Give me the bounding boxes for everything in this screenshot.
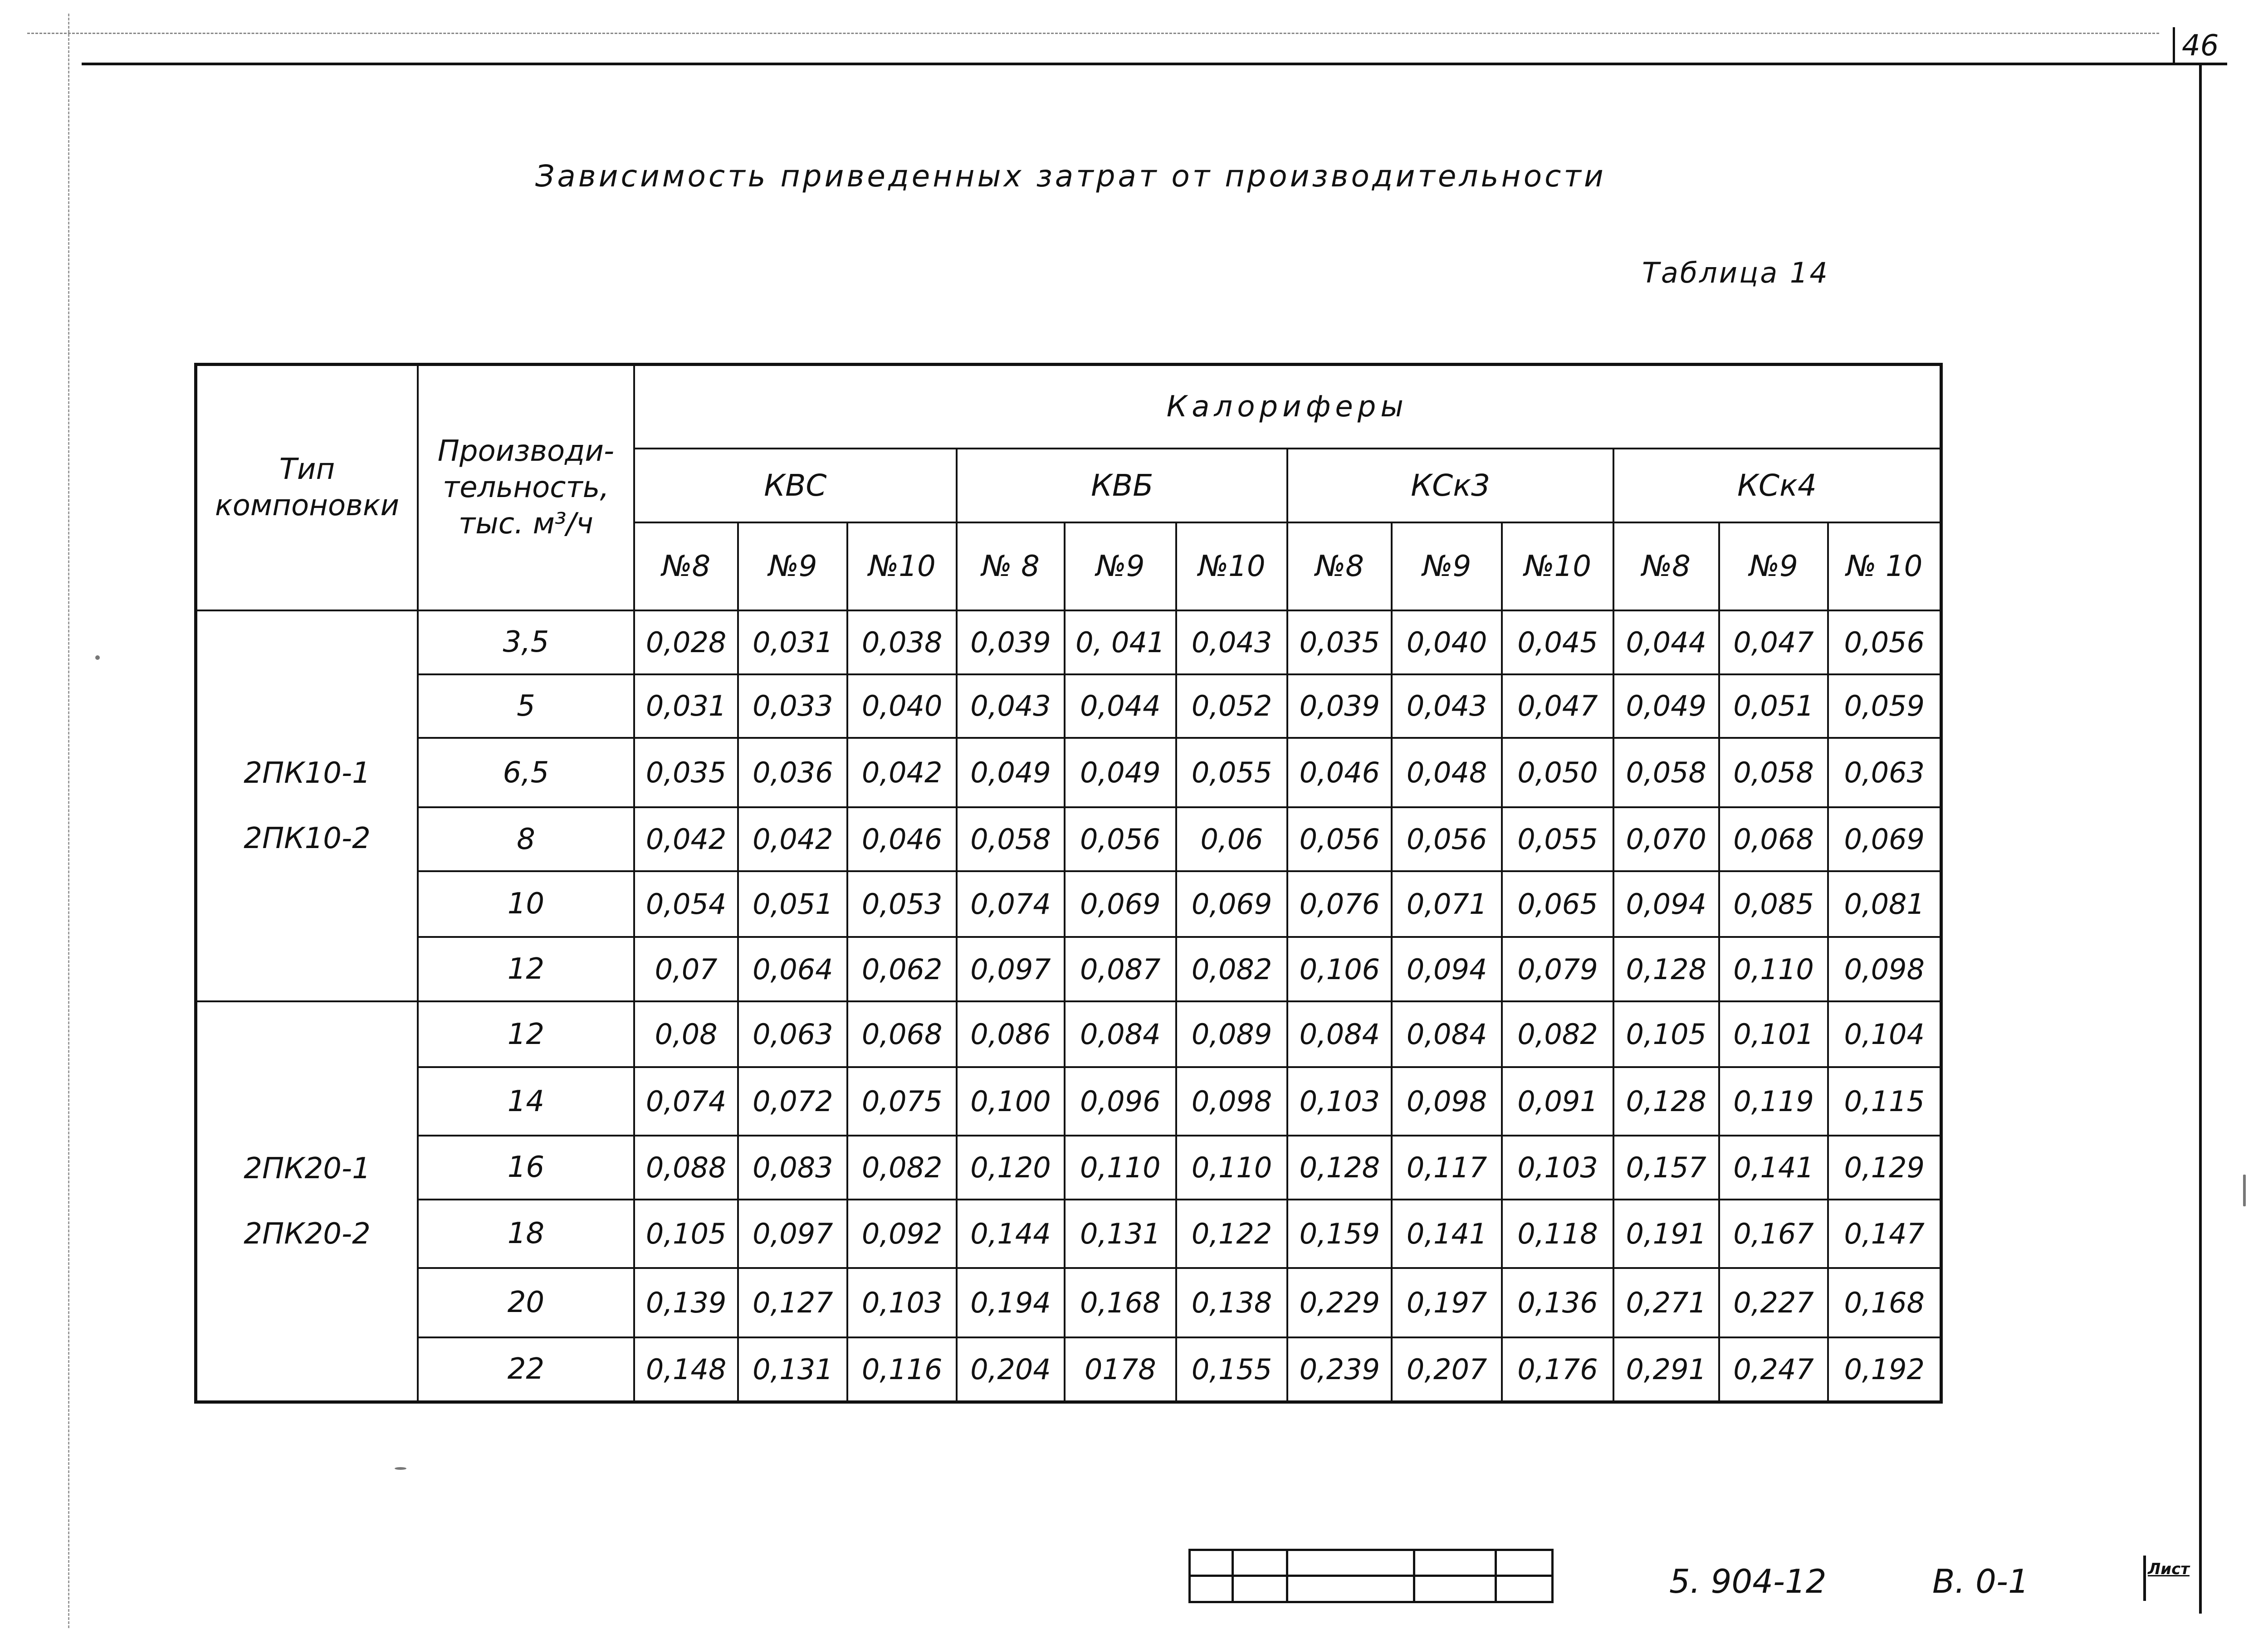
- cost-value-cell: 0,051: [1719, 674, 1828, 738]
- cost-value-cell: 0,069: [1065, 871, 1176, 937]
- cost-value-cell: 0,104: [1828, 1001, 1941, 1067]
- size-header: №10: [1176, 522, 1288, 610]
- cost-value-cell: 0,069: [1828, 807, 1941, 871]
- cost-value-cell: 0,033: [738, 674, 847, 738]
- table-row: [196, 610, 1941, 674]
- cost-value-cell: 0,176: [1502, 1337, 1613, 1402]
- frame-top-dash: [27, 33, 2159, 34]
- capacity-cell: 3,5: [418, 610, 634, 674]
- cost-value-cell: 0,128: [1613, 937, 1719, 1002]
- cost-value-cell: 0,097: [738, 1200, 847, 1268]
- cost-value-cell: 0,141: [1719, 1136, 1828, 1200]
- cost-value-cell: 0,055: [1176, 738, 1288, 807]
- document-code: 5. 904-12: [1669, 1562, 1827, 1600]
- table-row: [196, 1001, 1941, 1067]
- table-label: Таблица 14: [1642, 256, 1829, 289]
- cost-value-cell: 0,063: [1828, 738, 1941, 807]
- cost-value-cell: 0,131: [1065, 1200, 1176, 1268]
- cost-value-cell: 0,081: [1828, 871, 1941, 937]
- cost-value-cell: 0,07: [634, 937, 738, 1002]
- cost-value-cell: 0,074: [957, 871, 1065, 937]
- cost-value-cell: 0,105: [634, 1200, 738, 1268]
- cost-value-cell: 0,047: [1719, 610, 1828, 674]
- cost-value-cell: 0,128: [1613, 1067, 1719, 1136]
- cost-value-cell: 0,055: [1502, 807, 1613, 871]
- cost-value-cell: 0,085: [1719, 871, 1828, 937]
- size-header: №8: [634, 522, 738, 610]
- cost-value-cell: 0,168: [1065, 1268, 1176, 1337]
- cost-value-cell: 0,069: [1176, 871, 1288, 937]
- cost-value-cell: 0,056: [1287, 807, 1392, 871]
- cost-value-cell: 0,086: [957, 1001, 1065, 1067]
- table-row: [196, 937, 1941, 1002]
- cost-value-cell: 0,103: [847, 1268, 957, 1337]
- cost-value-cell: 0,106: [1287, 937, 1392, 1002]
- capacity-cell: 12: [418, 937, 634, 1002]
- cost-value-cell: 0,042: [738, 807, 847, 871]
- cost-value-cell: 0,271: [1613, 1268, 1719, 1337]
- cost-value-cell: 0,06: [1176, 807, 1288, 871]
- heater-type-ksk3: КСк3: [1287, 449, 1613, 522]
- cost-value-cell: 0,028: [634, 610, 738, 674]
- capacity-cell: 16: [418, 1136, 634, 1200]
- cost-value-cell: 0,094: [1613, 871, 1719, 937]
- cost-value-cell: 0,050: [1502, 738, 1613, 807]
- cost-value-cell: 0,084: [1392, 1001, 1502, 1067]
- cost-value-cell: 0,103: [1287, 1067, 1392, 1136]
- cost-value-cell: 0,115: [1828, 1067, 1941, 1136]
- cost-value-cell: 0,043: [1176, 610, 1288, 674]
- table-row: [196, 1067, 1941, 1136]
- cost-value-cell: 0,036: [738, 738, 847, 807]
- table-row: [196, 1337, 1941, 1402]
- cost-value-cell: 0,098: [1828, 937, 1941, 1002]
- cost-value-cell: 0,192: [1828, 1337, 1941, 1402]
- layout-type-label: 2ПК10-2: [244, 822, 371, 856]
- table-row: [196, 807, 1941, 871]
- cost-value-cell: 0,072: [738, 1067, 847, 1136]
- cost-value-cell: 0,120: [957, 1136, 1065, 1200]
- cost-value-cell: 0,110: [1719, 937, 1828, 1002]
- cost-value-cell: 0,043: [957, 674, 1065, 738]
- size-header: №8: [1613, 522, 1719, 610]
- capacity-cell: 10: [418, 871, 634, 937]
- cost-value-cell: 0,082: [1502, 1001, 1613, 1067]
- cost-value-cell: 0,291: [1613, 1337, 1719, 1402]
- cost-value-cell: 0,039: [957, 610, 1065, 674]
- cost-value-cell: 0,207: [1392, 1337, 1502, 1402]
- scan-speck: [395, 1467, 406, 1470]
- cost-value-cell: 0,159: [1287, 1200, 1392, 1268]
- layout-type-label: 2ПК20-1: [244, 1152, 371, 1186]
- cost-value-cell: 0,229: [1287, 1268, 1392, 1337]
- cost-value-cell: 0,239: [1287, 1337, 1392, 1402]
- capacity-cell: 20: [418, 1268, 634, 1337]
- cost-value-cell: 0,197: [1392, 1268, 1502, 1337]
- cost-value-cell: 0,097: [957, 937, 1065, 1002]
- size-header: №8: [1287, 522, 1392, 610]
- cost-value-cell: 0,042: [847, 738, 957, 807]
- cost-value-cell: 0,045: [1502, 610, 1613, 674]
- cost-value-cell: 0,167: [1719, 1200, 1828, 1268]
- cost-value-cell: 0,101: [1719, 1001, 1828, 1067]
- cost-value-cell: 0,059: [1828, 674, 1941, 738]
- cost-value-cell: 0,035: [634, 738, 738, 807]
- cost-value-cell: 0,103: [1502, 1136, 1613, 1200]
- cost-value-cell: 0,122: [1176, 1200, 1288, 1268]
- cost-table: [194, 363, 1943, 1404]
- cost-value-cell: 0,058: [1719, 738, 1828, 807]
- cost-value-cell: 0,031: [738, 610, 847, 674]
- cost-value-cell: 0,098: [1392, 1067, 1502, 1136]
- cost-value-cell: 0,155: [1176, 1337, 1288, 1402]
- cost-value-cell: 0,070: [1613, 807, 1719, 871]
- size-header: №9: [1392, 522, 1502, 610]
- size-header: № 8: [957, 522, 1065, 610]
- table-body: [196, 365, 1941, 1402]
- cost-value-cell: 0,079: [1502, 937, 1613, 1002]
- cost-value-cell: 0,091: [1502, 1067, 1613, 1136]
- capacity-cell: 6,5: [418, 738, 634, 807]
- cost-value-cell: 0,139: [634, 1268, 738, 1337]
- cost-value-cell: 0,058: [1613, 738, 1719, 807]
- cost-value-cell: 0,040: [847, 674, 957, 738]
- size-header: №10: [847, 522, 957, 610]
- cost-value-cell: 0,092: [847, 1200, 957, 1268]
- size-header: №10: [1502, 522, 1613, 610]
- header-heaters: Калориферы: [634, 365, 1941, 449]
- cost-value-cell: 0,056: [1828, 610, 1941, 674]
- table-row: [196, 674, 1941, 738]
- cost-value-cell: 0,046: [847, 807, 957, 871]
- cost-value-cell: 0,082: [847, 1136, 957, 1200]
- cost-value-cell: 0,088: [634, 1136, 738, 1200]
- cost-value-cell: 0,144: [957, 1200, 1065, 1268]
- cost-value-cell: 0,147: [1828, 1200, 1941, 1268]
- heater-type-ksk4: КСк4: [1613, 449, 1941, 522]
- cost-value-cell: 0,247: [1719, 1337, 1828, 1402]
- header-capacity: Производи-тельность, тыс. м³/ч: [418, 365, 634, 610]
- cost-value-cell: 0,068: [847, 1001, 957, 1067]
- cost-value-cell: 0,105: [1613, 1001, 1719, 1067]
- layout-type-label: 2ПК20-2: [244, 1217, 371, 1251]
- cost-value-cell: 0,118: [1502, 1200, 1613, 1268]
- cost-value-cell: 0,094: [1392, 937, 1502, 1002]
- cost-value-cell: 0,204: [957, 1337, 1065, 1402]
- cost-value-cell: 0,040: [1392, 610, 1502, 674]
- cost-value-cell: 0,068: [1719, 807, 1828, 871]
- cost-value-cell: 0,044: [1613, 610, 1719, 674]
- size-header: №9: [1065, 522, 1176, 610]
- cost-value-cell: 0,056: [1392, 807, 1502, 871]
- cost-value-cell: 0,141: [1392, 1200, 1502, 1268]
- cost-value-cell: 0,076: [1287, 871, 1392, 937]
- scan-speck: [95, 655, 100, 660]
- cost-value-cell: 0,056: [1065, 807, 1176, 871]
- cost-value-cell: 0,038: [847, 610, 957, 674]
- cost-value-cell: 0,071: [1392, 871, 1502, 937]
- cost-value-cell: 0,110: [1065, 1136, 1176, 1200]
- capacity-cell: 18: [418, 1200, 634, 1268]
- cost-value-cell: 0,168: [1828, 1268, 1941, 1337]
- cost-value-cell: 0,075: [847, 1067, 957, 1136]
- cost-value-cell: 0,042: [634, 807, 738, 871]
- cost-value-cell: 0,043: [1392, 674, 1502, 738]
- table-row: [196, 738, 1941, 807]
- cost-value-cell: 0,064: [738, 937, 847, 1002]
- cost-value-cell: 0,087: [1065, 937, 1176, 1002]
- cost-value-cell: 0,084: [1065, 1001, 1176, 1067]
- sheet-number: 46: [2182, 29, 2219, 63]
- cost-value-cell: 0, 041: [1065, 610, 1176, 674]
- cost-value-cell: 0,100: [957, 1067, 1065, 1136]
- capacity-cell: 22: [418, 1337, 634, 1402]
- cost-value-cell: 0,065: [1502, 871, 1613, 937]
- cost-value-cell: 0,047: [1502, 674, 1613, 738]
- table-row: [196, 1136, 1941, 1200]
- cost-value-cell: 0,049: [957, 738, 1065, 807]
- frame-left-dash: [68, 14, 69, 1628]
- cost-value-cell: 0,128: [1287, 1136, 1392, 1200]
- cost-value-cell: 0,082: [1176, 937, 1288, 1002]
- cost-value-cell: 0,044: [1065, 674, 1176, 738]
- cost-value-cell: 0,051: [738, 871, 847, 937]
- cost-value-cell: 0,049: [1613, 674, 1719, 738]
- cost-value-cell: 0,227: [1719, 1268, 1828, 1337]
- title-block-stamp: [1188, 1549, 1554, 1603]
- cost-value-cell: 0,039: [1287, 674, 1392, 738]
- cost-value-cell: 0,129: [1828, 1136, 1941, 1200]
- cost-value-cell: 0,117: [1392, 1136, 1502, 1200]
- cost-value-cell: 0,138: [1176, 1268, 1288, 1337]
- layout-type-cell: [196, 1001, 418, 1402]
- capacity-cell: 12: [418, 1001, 634, 1067]
- cost-value-cell: 0,058: [957, 807, 1065, 871]
- cost-value-cell: 0,049: [1065, 738, 1176, 807]
- cost-value-cell: 0,08: [634, 1001, 738, 1067]
- table-row: [196, 1200, 1941, 1268]
- cost-value-cell: 0,046: [1287, 738, 1392, 807]
- capacity-cell: 14: [418, 1067, 634, 1136]
- cost-value-cell: 0,054: [634, 871, 738, 937]
- capacity-cell: 8: [418, 807, 634, 871]
- frame-right-line: [2199, 63, 2202, 1614]
- cost-value-cell: 0,048: [1392, 738, 1502, 807]
- table-row: [196, 871, 1941, 937]
- cost-value-cell: 0,131: [738, 1337, 847, 1402]
- cost-value-cell: 0,062: [847, 937, 957, 1002]
- cost-value-cell: 0,031: [634, 674, 738, 738]
- cost-value-cell: 0,127: [738, 1268, 847, 1337]
- header-row-heaters: [196, 365, 1941, 449]
- cost-value-cell: 0,194: [957, 1268, 1065, 1337]
- cost-value-cell: 0178: [1065, 1337, 1176, 1402]
- size-header: №9: [738, 522, 847, 610]
- header-layout-type: Тип компоновки: [196, 365, 418, 610]
- cost-value-cell: 0,136: [1502, 1268, 1613, 1337]
- cost-value-cell: 0,053: [847, 871, 957, 937]
- size-header: № 10: [1828, 522, 1941, 610]
- cost-value-cell: 0,157: [1613, 1136, 1719, 1200]
- scan-speck: [2243, 1175, 2246, 1206]
- cost-value-cell: 0,035: [1287, 610, 1392, 674]
- size-header: №9: [1719, 522, 1828, 610]
- heater-type-kvb: КВБ: [957, 449, 1287, 522]
- frame-top-line: [82, 63, 2227, 65]
- document-version: В. 0-1: [1932, 1562, 2029, 1600]
- heater-type-kvs: КВС: [634, 449, 957, 522]
- cost-value-cell: 0,116: [847, 1337, 957, 1402]
- sheet-label: Лист: [2148, 1560, 2190, 1578]
- cost-value-cell: 0,191: [1613, 1200, 1719, 1268]
- table-row: [196, 1268, 1941, 1337]
- layout-type-label: 2ПК10-1: [244, 756, 371, 790]
- cost-value-cell: 0,083: [738, 1136, 847, 1200]
- cost-value-cell: 0,074: [634, 1067, 738, 1136]
- cost-value-cell: 0,119: [1719, 1067, 1828, 1136]
- cost-value-cell: 0,052: [1176, 674, 1288, 738]
- cost-value-cell: 0,098: [1176, 1067, 1288, 1136]
- cost-value-cell: 0,110: [1176, 1136, 1288, 1200]
- capacity-cell: 5: [418, 674, 634, 738]
- cost-value-cell: 0,148: [634, 1337, 738, 1402]
- cost-value-cell: 0,089: [1176, 1001, 1288, 1067]
- cost-value-cell: 0,096: [1065, 1067, 1176, 1136]
- cost-value-cell: 0,084: [1287, 1001, 1392, 1067]
- cost-value-cell: 0,063: [738, 1001, 847, 1067]
- layout-type-cell: [196, 610, 418, 1002]
- page-title: Зависимость приведенных затрат от производительности: [535, 159, 1606, 194]
